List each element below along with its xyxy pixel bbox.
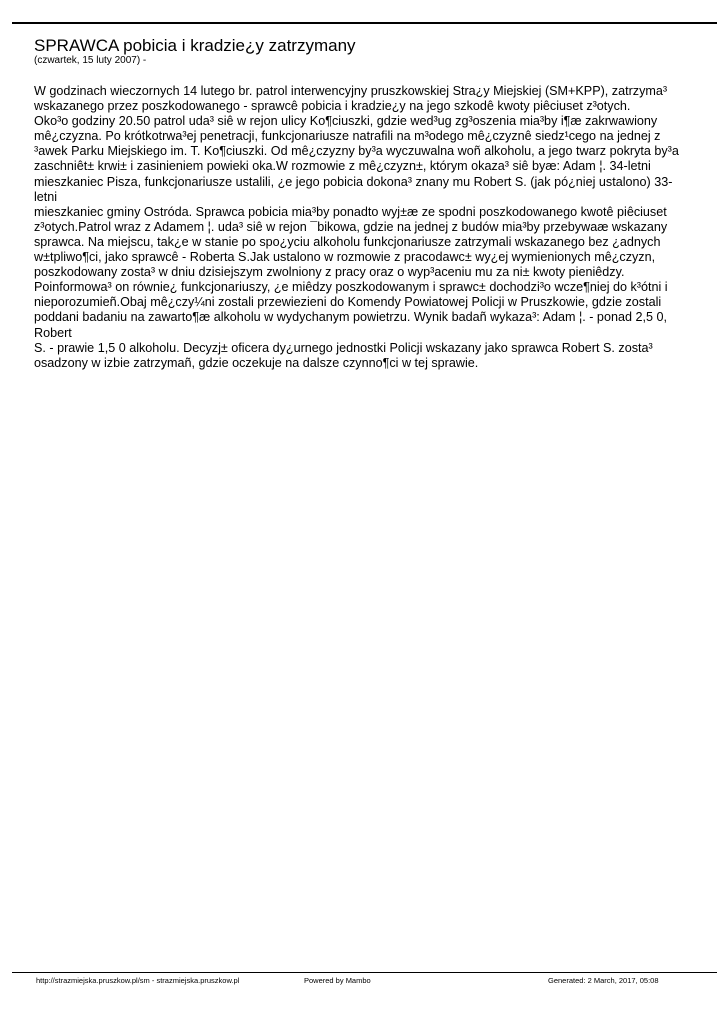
footer-generated-date: Generated: 2 March, 2017, 05:08 [548,976,659,985]
footer-divider [12,972,717,973]
article-date: (czwartek, 15 luty 2007) - [34,55,147,66]
article-title: SPRAWCA pobicia i kradzie¿y zatrzymany [34,36,356,55]
footer-source-url: http://strazmiejska.pruszkow.pl/sm - strazmiejska.pruszkow.pl [36,976,240,985]
article-body: W godzinach wieczornych 14 lutego br. patrol interwencyjny pruszkowskiej Stra¿y Miejskiej (SM+KPP), zatrzyma³ wskazanego przez poszkodowanego - sprawcê pobicia i kradzie¿y na jego szkodê kwoty piêciuset z³otych. Oko³o godziny 20.50 patrol uda³ siê w rejon ulicy Ko¶ciuszki, gdzie wed³ug zg³oszenia mia³by i¶æ zakrwawiony mê¿czyzna. Po krótkotrwa³ej penetracji, funkcjonariusze natrafili na m³odego mê¿czyznê siedz¹cego na jednej z ³awek Parku Miejskiego im. T. Ko¶ciuszki. Od mê¿czyzny by³a wyczuwalna woñ alkoholu, a jego twarz pokryta by³a zaschniêt± krwi± i zasinieniem powieki oka.W rozmowie z mê¿czyzn±, którym okaza³ siê byæ: Adam ¦. 34-letni mieszkaniec Pisza, funkcjonariusze ustalili, ¿e jego pobicia dokona³ znany mu Robert S. (jak pó¿niej ustalono) 33-letni mieszkaniec gminy Ostróda. Sprawca pobicia mia³by ponadto wyj±æ ze spodni poszkodowanego kwotê piêciuset z³otych.Patrol wraz z Adamem ¦. uda³ siê w rejon ¯bikowa, gdzie na jednej z budów mia³by przebywaæ wskazany sprawca. Na miejscu, tak¿e w stanie po spo¿yciu alkoholu funkcjonariusze zatrzymali wskazanego bez ¿adnych w±tpliwo¶ci, jako sprawcê - Roberta S.Jak ustalono w rozmowie z pracodawc± wy¿ej wymienionych mê¿czyzn, poszkodowany zosta³ w dniu dzisiejszym zwolniony z pracy oraz o wyp³aceniu mu za ni± kwoty pieniêdzy. Poinformowa³ on równie¿ funkcjonariuszy, ¿e miêdzy poszkodowanym i sprawc± dochodzi³o wcze¶niej do k³ótni i nieporozumieñ.Obaj mê¿czy¼ni zostali przewiezieni do Komendy Powiatowej Policji w Pruszkowie, gdzie zostali poddani badaniu na zawarto¶æ alkoholu w wydychanym powietrzu. Wynik badañ wykaza³: Adam ¦. - ponad 2,5 0, Robert S. - prawie 1,5 0 alkoholu. Decyzj± oficera dy¿urnego jednostki Policji wskazany jako sprawca Robert S. zosta³ osadzony w izbie zatrzymañ, gdzie oczekuje na dalsze czynno¶ci w tej sprawie. [34,84,679,370]
header-divider [12,22,717,24]
footer-powered-by: Powered by Mambo [304,976,371,985]
